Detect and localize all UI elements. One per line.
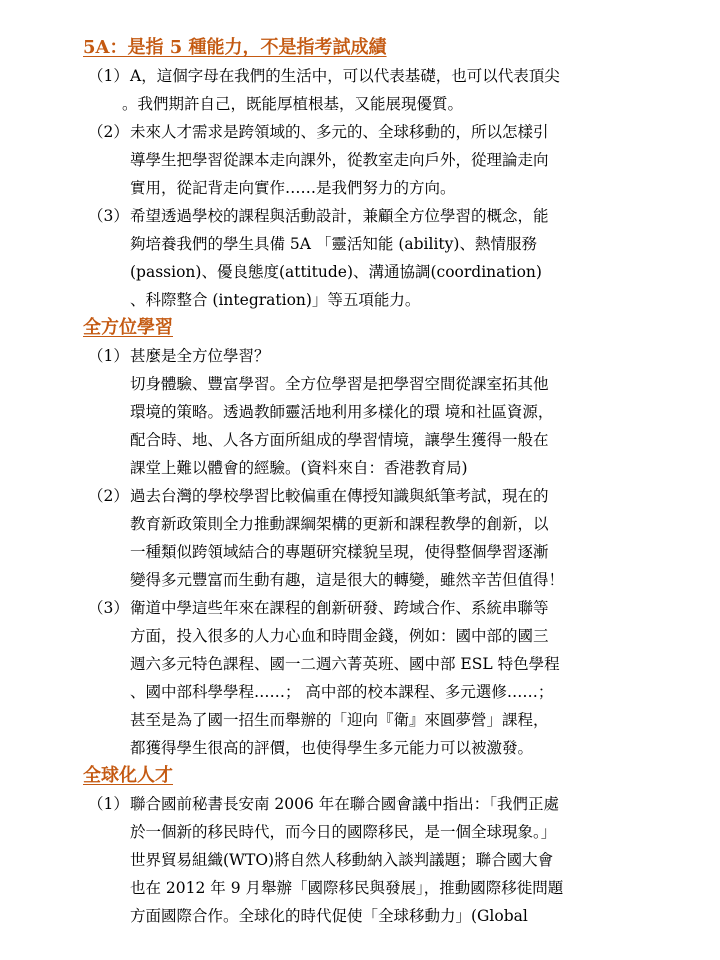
- paragraph-line: 甚至是為了國一招生而舉辦的「迎向『衛』來圓夢營」課程，: [130, 711, 549, 729]
- paragraph-line: 世界貿易組織(WTO)將自然人移動納入談判議題；聯合國大會: [130, 851, 554, 869]
- item-number: （3）: [88, 599, 129, 617]
- paragraph-line: 環境的策略。透過教師靈活地利用多樣化的環 境和社區資源，: [130, 403, 554, 421]
- paragraph-line: 一種類似跨領域結合的專題研究樣貌呈現，使得整個學習逐漸: [130, 543, 549, 561]
- section-heading-global-talent: 全球化人才: [83, 765, 173, 786]
- item-number: （3）: [88, 207, 129, 225]
- paragraph-line: 切身體驗、豐富學習。全方位學習是把學習空間從課室拓其他: [130, 375, 549, 393]
- paragraph-line: 週六多元特色課程、國一二週六菁英班、國中部 ESL 特色學程: [130, 655, 560, 673]
- paragraph-line: 課堂上難以體會的經驗。(資料來自：香港教育局): [130, 459, 468, 477]
- paragraph-line: 實用，從記背走向實作……是我們努力的方向。: [130, 179, 456, 197]
- paragraph-line: (passion)、優良態度(attitude)、溝通協調(coordination): [130, 263, 542, 281]
- paragraph-line: 方面國際合作。全球化的時代促使「全球移動力」(Global: [130, 907, 528, 925]
- paragraph-line: 都獲得學生很高的評價，也使得學生多元能力可以被激發。: [130, 739, 534, 757]
- paragraph-line: 變得多元豐富而生動有趣，這是很大的轉變，雖然辛苦但值得！: [130, 571, 565, 589]
- paragraph-line: A，這個字母在我們的生活中，可以代表基礎，也可以代表頂尖: [130, 67, 560, 85]
- paragraph-line: 方面，投入很多的人力心血和時間金錢，例如：國中部的國三: [130, 627, 549, 645]
- paragraph-line: 未來人才需求是跨領域的、多元的、全球移動的，所以怎樣引: [130, 123, 549, 141]
- paragraph-line: 過去台灣的學校學習比較偏重在傳授知識與紙筆考試，現在的: [130, 487, 549, 505]
- paragraph-line: 配合時、地、人各方面所組成的學習情境，讓學生獲得一般在: [130, 431, 549, 449]
- section-heading-all-round-learning: 全方位學習: [83, 317, 173, 338]
- paragraph-line: 導學生把學習從課本走向課外，從教室走向戶外，從理論走向: [130, 151, 549, 169]
- paragraph-line: 、科際整合 (integration)」等五項能力。: [130, 291, 421, 309]
- item-number: （2）: [88, 487, 129, 505]
- paragraph-line: 夠培養我們的學生具備 5A 「靈活知能 (ability)、熱情服務: [130, 235, 537, 253]
- paragraph-line: 於一個新的移民時代，而今日的國際移民，是一個全球現象。」: [130, 823, 557, 841]
- paragraph-line: 甚麼是全方位學習？: [130, 347, 270, 365]
- item-number: （1）: [88, 67, 129, 85]
- item-number: （1）: [88, 795, 129, 813]
- section-heading-5a: 5A：是指 5 種能力，不是指考試成績: [83, 37, 387, 58]
- paragraph-line: 。我們期許自己，既能厚植根基，又能展現優質。: [122, 95, 464, 113]
- paragraph-line: 教育新政策則全力推動課綱架構的更新和課程教學的創新，以: [130, 515, 549, 533]
- paragraph-line: 也在 2012 年 9 月舉辦「國際移民與發展」，推動國際移徙問題: [130, 879, 564, 897]
- item-number: （2）: [88, 123, 129, 141]
- item-number: （1）: [88, 347, 129, 365]
- paragraph-line: 希望透過學校的課程與活動設計，兼顧全方位學習的概念，能: [130, 207, 549, 225]
- paragraph-line: 聯合國前秘書長安南 2006 年在聯合國會議中指出：「我們正處: [130, 795, 560, 813]
- paragraph-line: 衛道中學這些年來在課程的創新研發、跨域合作、系統串聯等: [130, 599, 549, 617]
- paragraph-line: 、國中部科學學程……； 高中部的校本課程、多元選修……；: [130, 683, 554, 701]
